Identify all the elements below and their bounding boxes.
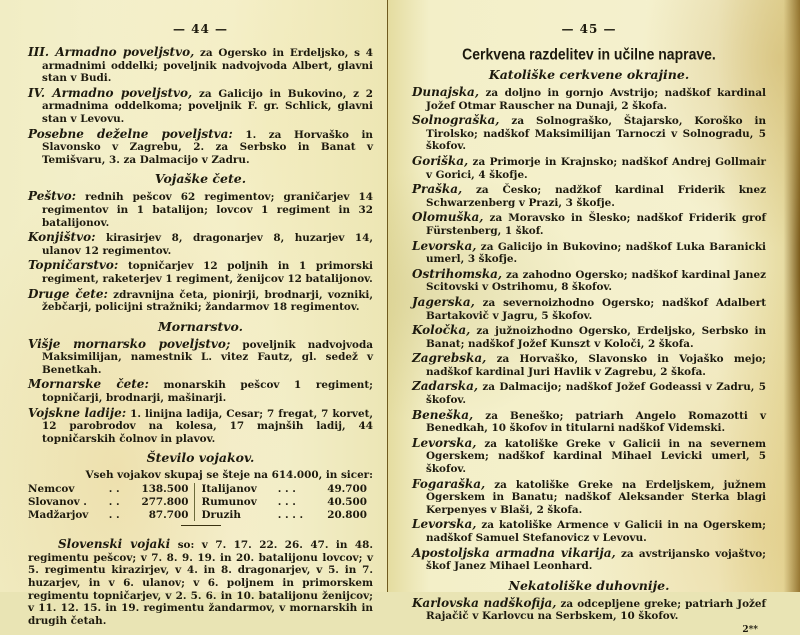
catholic-dioceses bbox=[412, 86, 766, 573]
entry-lead: Mornarske čete: bbox=[28, 377, 149, 392]
non-catholic-dioceses bbox=[412, 597, 766, 623]
entry-text: poveljnik nadvojvoda Maksimilijan, namestnik L. vitez Fautz, gl. sedež v Benetkah. bbox=[42, 338, 373, 376]
entry-text: za Ogersko in Erdeljsko, s 4 armadnimi oddelki; poveljnik nadvojvoda Albert, glavni stan v Budi. bbox=[42, 47, 374, 85]
page-number: — 44 — bbox=[172, 22, 229, 36]
entry bbox=[412, 380, 766, 406]
entry-lead: IV. Armadno poveljstvo, bbox=[28, 85, 193, 100]
entry-text: za katoliške Armence v Galicii in na Ogerskem; nadškof Samuel Stefanovicz v Levovu. bbox=[426, 519, 766, 544]
count-row bbox=[28, 509, 373, 522]
entry-lead: Fogaraška, bbox=[412, 476, 486, 491]
entry-text: za Beneško; patriarh Angelo Romazotti v Benedkah, 10 škofov in titularni nadškof Videmski. bbox=[426, 409, 766, 435]
count-value: 277.800 bbox=[123, 496, 195, 509]
section-title-vojaske: Vojaške čete. bbox=[154, 171, 247, 187]
divider bbox=[181, 525, 221, 526]
count-dots: . . . bbox=[277, 496, 296, 509]
entry-text: za katoliške Greke v Galicii in na severnem Ogerskem; nadškof kardinal Mihael Levicki umerl, 5 škofov. bbox=[426, 437, 766, 476]
printer-signature: 2** bbox=[742, 624, 758, 635]
entry bbox=[412, 240, 766, 266]
entry-lead: Višje mornarsko poveljstvo; bbox=[28, 336, 231, 351]
entry bbox=[412, 155, 766, 181]
count-value: 49.700 bbox=[327, 483, 367, 496]
entry-lead: Vojskne ladije: bbox=[28, 405, 127, 420]
entry-text: zdravnijna četa, pionirji, brodnarji, vozniki, žebčarji, policijni stražniki; žandarmov 18 regimentov. bbox=[42, 288, 373, 314]
entry-text: 1. za Horvaško in Slavonsko v Zagrebu, 2. za Serbsko in Banat v Temišvaru, 3. za Dalmacijo v Zadru. bbox=[42, 128, 373, 166]
left-page bbox=[0, 0, 388, 627]
paragraph-text: so: v 7. 17. 22. 26. 47. in 48. regimentu pešcov; v 7. 8. 9. 19. in 20. batalijonu lovcov; v 5. regimentu kirazirjev, v 4. in 8. dragonarjev, v 5. in 7. huzarjev, in v 6. ulanov; v 6. poljnem in primorskem regimentu topničarjev, v 2. 5. 6. in 10. batalijonu ženijcov; v 11. 12. 15. in 19. regimentu žandarmov, v mornarskih in drugih četah. bbox=[28, 539, 373, 627]
entry bbox=[412, 352, 766, 378]
count-dots: . . bbox=[108, 496, 120, 509]
section-title-mornarstvo: Mornarstvo. bbox=[157, 318, 244, 334]
entry-lead: Koločka, bbox=[412, 323, 471, 338]
entry-text: za doljno in gornjo Avstrijo; nadškof kardinal Jožef Otmar Rauscher na Dunaji, 2 škofa. bbox=[426, 87, 766, 112]
entry-text: za Česko; nadžkof kardinal Friderik knez Schwarzenberg v Prazi, 3 škofje. bbox=[426, 184, 766, 209]
entry bbox=[28, 378, 373, 404]
entry bbox=[412, 518, 766, 544]
count-row bbox=[28, 496, 373, 509]
entry bbox=[28, 288, 373, 314]
right-page bbox=[388, 0, 800, 635]
entry-text: za Primorje in Krajnsko; nadškof Andrej Gollmair v Gorici, 4 škofje. bbox=[426, 155, 766, 181]
entry-text: topničarjev 12 poljnih in 1 primorski regiment, raketerjev 1 regiment, ženijcov 12 batalijonov. bbox=[42, 260, 373, 285]
entry bbox=[412, 86, 766, 112]
entry bbox=[28, 231, 373, 257]
count-name: Madžarjov bbox=[28, 508, 89, 521]
soldier-count-table bbox=[28, 483, 373, 521]
section-title-nekatoliske: Nekatoliške duhovnije. bbox=[508, 577, 670, 593]
count-name: Druzih bbox=[201, 508, 241, 521]
entry-lead: Peštvo: bbox=[28, 189, 77, 204]
entry-lead: Zagrebska, bbox=[412, 351, 487, 366]
entry-lead: Dunajska, bbox=[412, 85, 479, 99]
entry bbox=[412, 409, 766, 435]
entry-text: za Galicijo in Bukovino; nadškof Luka Baranicki umerl, 3 škofje. bbox=[426, 240, 766, 266]
entry-text: za Moravsko in Šlesko; nadškof Friderik grof Fürstenberg, 1 škof. bbox=[426, 212, 766, 237]
paragraph-lead: Slovenski vojaki bbox=[58, 537, 171, 552]
entry-lead-2: deželne poveljstva: bbox=[83, 126, 233, 141]
entry-lead: Zadarska, bbox=[412, 379, 479, 394]
entry-text: za južnoizhodno Ogersko, Erdeljsko, Serbsko in Banat; nadškof Jožef Kunszt v Koloči, 2 škofa. bbox=[426, 325, 766, 350]
entry-text: kirasirjev 8, dragonarjev 8, huzarjev 14, ulanov 12 regimentov. bbox=[42, 232, 373, 257]
entry bbox=[412, 547, 766, 573]
count-name: Rumunov bbox=[201, 496, 257, 509]
entry bbox=[28, 338, 373, 377]
entry bbox=[412, 437, 766, 476]
entry bbox=[28, 190, 373, 229]
army-commands bbox=[28, 46, 373, 166]
entry-lead: Levorska, bbox=[412, 435, 477, 450]
entry-text: za zahodno Ogersko; nadškof kardinal Janez Scitovski v Ostrihomu, 8 škofov. bbox=[426, 268, 766, 294]
entry bbox=[28, 46, 373, 85]
navy bbox=[28, 338, 373, 446]
entry-lead: Goriška, bbox=[412, 153, 469, 168]
entry-text: za Dalmacijo; nadškof Jožef Godeassi v Zadru, 5 škofov. bbox=[426, 381, 766, 407]
count-name: Slovanov . bbox=[28, 496, 87, 509]
entry bbox=[412, 597, 766, 623]
entry-lead: III. Armadno poveljstvo, bbox=[28, 45, 195, 59]
entry-lead: Olomuška, bbox=[412, 210, 484, 225]
entry bbox=[28, 87, 373, 126]
entry-text: za severnoizhodno Ogersko; nadškof Adalbert Bartakovič v Jagru, 5 škofov. bbox=[426, 296, 766, 322]
entry-text: za avstrijansko vojaštvo; škof Janez Mihael Leonhard. bbox=[426, 547, 766, 573]
entry-lead: Praška, bbox=[412, 182, 463, 197]
entry-lead: Solnograška, bbox=[412, 113, 500, 128]
entry-lead: Ostrihomska, bbox=[412, 266, 503, 281]
entry-lead: Apostoljska armadna vikarija, bbox=[412, 545, 616, 560]
entry-lead: Levorska, bbox=[412, 517, 477, 532]
entry bbox=[412, 114, 766, 153]
chapter-title: Cerkvena razdelitev in učilne naprave. bbox=[462, 44, 716, 64]
entry-text: za Horvaško, Slavonsko in Vojaško mejo; nadškof kardinal Juri Havlik v Zagrebu, 2 škofa. bbox=[426, 353, 766, 378]
entry bbox=[412, 183, 766, 209]
entry-text: 1. linijna ladija, Cesar; 7 fregat, 7 korvet, 12 parobrodov na kolesa, 17 majnših ladij, 44 topničarskih čolnov in plavov. bbox=[42, 407, 374, 445]
entry-lead: Levorska, bbox=[412, 238, 477, 253]
count-dots: . . . bbox=[277, 483, 296, 496]
count-value: 138.500 bbox=[123, 483, 195, 496]
entry bbox=[412, 478, 766, 517]
count-name: Nemcov bbox=[28, 483, 75, 496]
entry bbox=[412, 296, 766, 322]
entry-text: za katoliške Greke na Erdeljskem, južnem Ogerskem in Banatu; nadškof Aleksander Sterka blagi Kerpenyes v Blaši, 2 škofa. bbox=[426, 478, 766, 516]
count-value: 20.800 bbox=[327, 508, 367, 521]
entry bbox=[28, 128, 373, 167]
count-dots: . . bbox=[108, 508, 120, 521]
count-value: 40.500 bbox=[327, 496, 367, 509]
entry bbox=[412, 211, 766, 237]
count-dots: . . bbox=[108, 483, 120, 496]
count-name: Italijanov bbox=[201, 483, 257, 496]
entry-lead: Posebne bbox=[28, 126, 84, 141]
entry-lead: Druge čete: bbox=[28, 286, 108, 301]
entry-text: rednih pešcov 62 regimentov; graničarjev 14 regimentov in 1 batalijon; lovcov 1 regiment in 32 batalijonov. bbox=[42, 191, 373, 229]
entry-lead: Jagerska, bbox=[412, 294, 475, 309]
count-row bbox=[28, 483, 373, 496]
entry bbox=[28, 259, 373, 285]
count-dots: . . . . bbox=[277, 508, 304, 521]
entry-text: monarskih pešcov 1 regiment; topničarji, brodnarji, mašinarji. bbox=[42, 379, 373, 405]
entry-lead: Karlovska nadškofija, bbox=[412, 595, 557, 610]
page-number: — 45 — bbox=[561, 22, 617, 36]
count-value: 87.700 bbox=[123, 509, 195, 522]
slovenian-soldiers-paragraph bbox=[28, 538, 373, 627]
entry-text: za odcepljene greke; patriarh Jožef Rajačič v Karlovcu na Serbskem, 10 škofov. bbox=[426, 597, 766, 623]
entry-lead: Konjištvo: bbox=[28, 230, 96, 245]
entry-lead: Beneška, bbox=[412, 407, 474, 422]
entry bbox=[412, 324, 766, 350]
entry-text: za Galicijo in Bukovino, z 2 armadnima oddelkoma; poveljnik F. gr. Schlick, glavni stan v Levovu. bbox=[42, 87, 373, 125]
entry bbox=[28, 407, 373, 446]
military-troops bbox=[28, 190, 373, 313]
entry-lead: Topničarstvo: bbox=[28, 258, 119, 273]
section-title-katoliske: Katoliške cerkvene okrajine. bbox=[488, 67, 690, 82]
entry-text: za Solnograško, Štajarsko, Koroško in Tirolsko; nadškof Maksimilijan Tarnoczi v Solnogradu, 5 škofov. bbox=[426, 115, 766, 153]
soldier-count-intro: Vseh vojakov skupaj se šteje na 614.000, in sicer: bbox=[85, 469, 373, 482]
entry bbox=[412, 268, 766, 294]
section-title-stevilo: Število vojakov. bbox=[146, 450, 255, 466]
